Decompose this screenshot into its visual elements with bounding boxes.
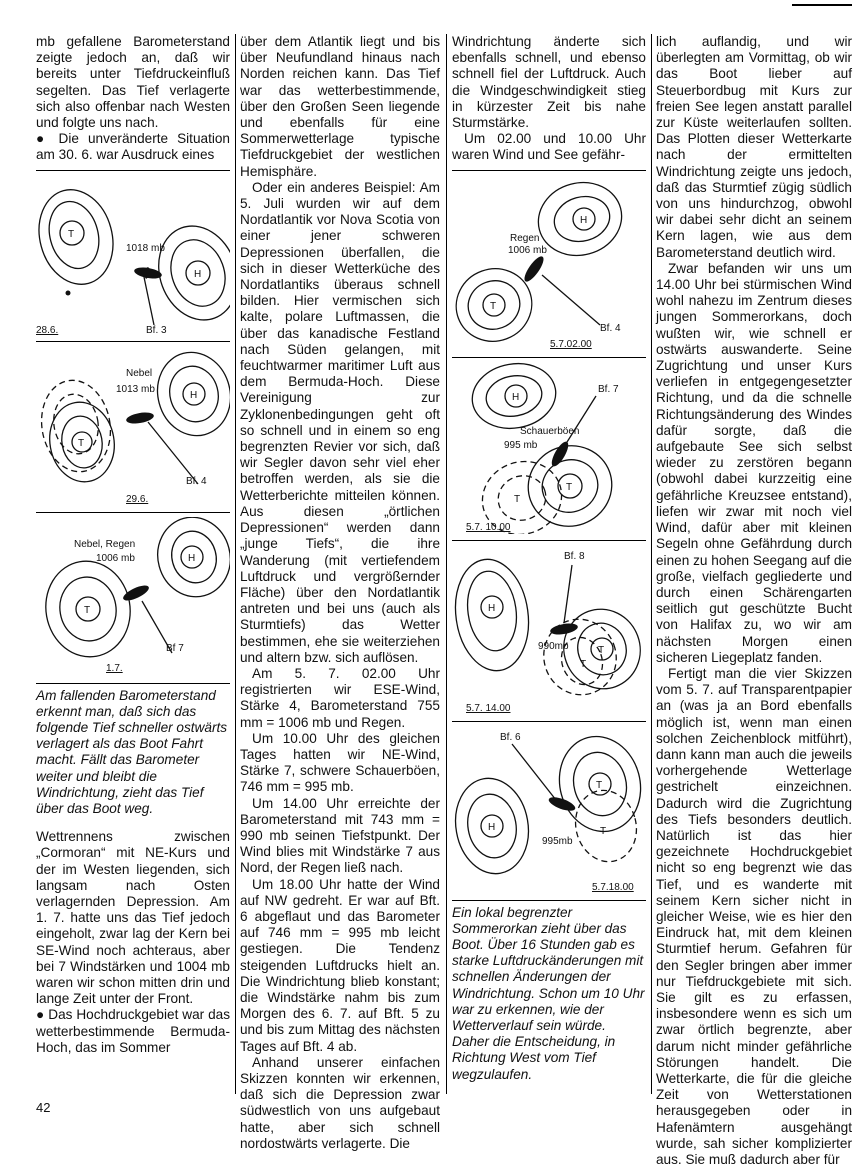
high-label: H <box>580 214 588 226</box>
paragraph: Windrichtung änderte sich ebenfalls schnell, und ebenso schnell fiel der Luftdruck. Auch die Windgeschwindigkeit stieg in kürzester Zeit bis nahe Sturmstärke. <box>452 34 646 131</box>
weather-sketch-28-6 <box>36 175 230 335</box>
weather-sketch-29-6 <box>36 346 230 506</box>
divider <box>36 341 230 342</box>
pressure-label: 1013 mb <box>116 383 155 395</box>
wind-label: Bf. 6 <box>500 731 521 743</box>
wind-label: Bf 7 <box>166 642 184 654</box>
figure-caption: Ein lokal begrenzter Sommerorkan zieht über das Boot. Über 16 Stunden gab es starke Luftdruckänderungen mit schnellen Änderungen der Windrichtung. Schon um 10 Uhr war zu erkennen, wie der Wetterverlauf sein würde. Daher die Entscheidung, in Richtung West vom Tief wegzulaufen. <box>452 904 645 1082</box>
high-label: H <box>194 268 202 280</box>
pressure-label: 1006 mb <box>96 552 135 564</box>
paragraph: Um 14.00 Uhr erreichte der Barometerstand mit 743 mm = 990 mb seinen Tiefstpunkt. Der Wind blies mit Windstärke 7 aus Nord, der Regen ließ nach. <box>240 795 440 876</box>
paragraph: Fertigt man die vier Skizzen vom 5. 7. auf Transparentpapier an (was ja an Bord ebenfalls möglich ist, wenn man einen solchen Zeichenblock mitführt), dann kann man auch die jeweils vorhergehende Wetterlage gestrichelt einzeichnen. Dadurch wird die Zugrichtung des Tiefs besonders deutlich. Natürlich ist das hier gezeichnete Hochdruckgebiet nicht so eng begrenzt wie das Tief, und es wanderte mit seinem Kern sicher nicht in gleicher Weise, wie es hier den Eindruck hat, mit dem kleinen Sturmtief herum. Gefahren für den Segler bringen aber immer nur Tiefdruckgebiete mit sich. Sie gilt es zu erfassen, insbesondere wenn es sich um zwar örtlich begrenzte, aber darum nicht minder gefährliche Störungen handelt. Die Wetterkarte, die für die gleiche Zeit von Wetterstationen herausgegeben oder in Hafenämtern ausgehängt wurde, sah sicher komplizierter aus. Sie muß dadurch aber für <box>656 665 852 1168</box>
high-label: H <box>488 602 496 614</box>
paragraph: Zwar befanden wir uns um 14.00 Uhr bei stürmischen Wind wohl nahezu im Zentrum dieses jungen Sommerorkans, doch wußten wir, wie schnell er ostwärts auswanderte. Seine Zugrichtung und unser Kurs verliefen in entgegengesetzter Richtung, und da die schnelle Richtungsänderung des Windes dafür sorgte, daß die aufgebaute See sich selbst wieder zu zerstören begann (obwohl dabei kurzzeitig eine gefährliche Kreuzsee entstand), liefen wir zwar mit noch viel Wind, dafür aber mit kleinen Segeln ohne Gefährdung durch einen zu hohen Seegang auf die große, vielfach gegliederte und durch einen Schärengarten seitlich gut geschützte Bucht von Halifax zu, wo wir am nächsten Morgen einen sicheren Liegeplatz fanden. <box>656 260 852 665</box>
weather-sketch-5-7-1400 <box>452 545 646 715</box>
wind-label: Bf. 8 <box>564 550 585 562</box>
column-2 <box>240 34 440 1152</box>
date-label: 29.6. <box>126 493 149 505</box>
paragraph: Oder ein anderes Beispiel: Am 5. Juli wurden wir auf dem Nordatlantik vor Nova Scotia von einer jener schweren Depressionen überfallen, die sich in dieser Wetterküche des Nordatlantiks überaus schnell bilden. Hier vermischen sich kalte, polare Luftmassen, die über das kanadische Festland nach Süden gelangen, mit feuchtwarmer maritimer Luft aus dem Bermuda-Hoch. Diese Vereinigung zur Zyklonenbedingungen geht oft so schnell und in einem so eng begrenzten Revier vor sich, daß wir Segler davon sehr viel eher betroffen werden, als sie die Wetterberichte mitteilen können. Aus diesen „örtlichen Depressionen“ werden dann „junge Tiefs“, die ihre Wanderung (mit vertiefendem Luftdruck und vergrößernder Fläche) über den Nordatlantik antreten und bei uns (auch als Sturmtiefs) das Wetter bestimmen, ehe sie weiterziehen und altern bzw. sich auflösen. <box>240 179 440 665</box>
divider <box>452 721 646 722</box>
paragraph: Um 18.00 Uhr hatte der Wind auf NW gedreht. Er war auf Bft. 6 abgeflaut und das Barometer auf 746 mm = 995 mb leicht gestiegen. Die Tendenz steigenden Luftdrucks hielt an. Die Windrichtung blieb konstant; die Windstärke nahm bis zum Morgen des 6. 7. auf Bft. 5 zu und bis zum Mittag des nächsten Tages auf Bft. 4 ab. <box>240 876 440 1054</box>
low-label: T <box>490 300 497 312</box>
low-label: T <box>68 228 75 240</box>
pressure-label: 995 mb <box>504 439 538 451</box>
divider <box>452 170 646 171</box>
divider <box>36 512 230 513</box>
column-rule-1 <box>235 34 236 1094</box>
date-label: 5.7. 10.00 <box>466 521 511 533</box>
paragraph: Wettrennens zwischen „Cormoran“ mit NE-Kurs und der im Westen liegenden, sich langsam nach Osten verlagernden Depression. Am 1. 7. hatte uns das Tief jedoch eingeholt, zwar lag der Kern bei SE-Wind noch achteraus, aber bei 7 Windstärken und 1004 mb waren wir schon mitten drin und lange Zeit unter der Front. <box>36 829 230 1007</box>
weather-label: Schauerböen <box>520 425 580 437</box>
paragraph: Um 10.00 Uhr des gleichen Tages hatten wir NE-Wind, Stärke 7, schwere Schauerböen, 746 mm = 995 mb. <box>240 730 440 795</box>
paragraph: ● Die unveränderte Situation am 30. 6. war Ausdruck eines <box>36 131 230 163</box>
weather-sketch-1-7 <box>36 517 230 677</box>
paragraph: Am 5. 7. 02.00 Uhr registrierten wir ESE-Wind, Stärke 4, Barometerstand 755 mm = 1006 mb und Regen. <box>240 665 440 730</box>
weather-sketch-5-7-1800 <box>452 726 646 894</box>
date-label: 5.7.18.00 <box>592 881 634 893</box>
pressure-label: 1006 mb <box>508 244 547 256</box>
date-label: 28.6. <box>36 324 59 335</box>
date-label: 5.7.02.00 <box>550 338 592 350</box>
high-label: H <box>488 821 496 833</box>
high-label: H <box>512 391 520 403</box>
low-label: T <box>598 644 605 656</box>
wind-label: Bf. 4 <box>186 475 207 487</box>
paragraph: mb gefallene Barometerstand zeigte jedoch an, daß wir bereits unter Tiefdruckeinfluß segelten. Das Tief verlagerte sich also offenbar nach Westen und folgte uns nach. <box>36 34 230 131</box>
pressure-label: 995mb <box>542 835 573 847</box>
column-rule-3 <box>651 34 652 1094</box>
divider <box>36 683 230 684</box>
paragraph: Anhand unserer einfachen Skizzen konnten wir erkennen, daß sich die Depression zwar südwestlich von uns aufgebaut hatte, aber sich schnell nordostwärts verlagerte. Die <box>240 1054 440 1151</box>
divider <box>452 900 646 901</box>
top-rule <box>792 4 852 6</box>
column-3 <box>452 34 646 1083</box>
weather-sketch-5-7-0200 <box>452 175 646 351</box>
weather-label: Nebel, Regen <box>74 538 136 550</box>
pressure-label: 1018 mb <box>126 242 165 254</box>
divider <box>452 540 646 541</box>
weather-label: Nebel <box>126 367 153 379</box>
column-4 <box>656 34 852 1168</box>
pressure-label: 990mb <box>538 640 569 652</box>
high-label: H <box>188 552 196 564</box>
low-label: T <box>514 493 521 505</box>
paragraph: Um 02.00 und 10.00 Uhr waren Wind und See gefähr- <box>452 131 646 163</box>
low-label: T <box>78 437 85 449</box>
weather-label: Regen <box>510 232 540 244</box>
low-label: T <box>596 779 603 791</box>
paragraph: über dem Atlantik liegt und bis über Neufundland hinaus nach Norden reichen kann. Das Tief war das wetterbestimmende, über den Großen Seen liegende und ebenfalls für eine Sommerwetterlage typische Tiefdruckgebiet der westlichen Hemisphäre. <box>240 34 440 179</box>
wind-label: Bf. 7 <box>598 383 619 395</box>
column-1 <box>36 34 230 1056</box>
high-label: H <box>190 389 198 401</box>
divider <box>452 357 646 358</box>
weather-sketch-5-7-1000 <box>452 362 646 534</box>
low-label: T <box>600 825 607 837</box>
paragraph: lich auflandig, und wir überlegten am Vormittag, ob wir das Boot lieber auf Steuerbordbug mit Kurs zur freien See legen anstatt parallel zur Küste weiterlaufen sollten. Das Plotten dieser Wetterkarte nach der ermittelten Windrichtung zeigte uns jedoch, daß das Sturmtief zügig südlich von uns hindurchzog, obwohl wir dabei sehr dicht an seinem Kern lagen, wie aus dem Barometerstand deutlich wird. <box>656 34 852 260</box>
wind-label: Bf. 3 <box>146 324 167 335</box>
divider <box>36 170 230 171</box>
wind-label: Bf. 4 <box>600 322 621 334</box>
figure-caption: Am fallenden Barometerstand erkennt man, daß sich das folgende Tief schneller ostwärts verlagert als das Boot Fahrt macht. Fällt das Barometer weiter und bleibt die Windrichtung, zieht das Tief über das Boot weg. <box>36 687 228 817</box>
date-label: 5.7. 14.00 <box>466 702 511 714</box>
low-label: T <box>580 658 587 670</box>
column-rule-2 <box>446 34 447 1094</box>
page-number: 42 <box>36 1100 51 1115</box>
low-label: T <box>566 481 573 493</box>
paragraph: ● Das Hochdruckgebiet war das wetterbestimmende Bermuda-Hoch, das im Sommer <box>36 1007 230 1055</box>
date-label: 1.7. <box>106 662 123 674</box>
low-label: T <box>84 604 91 616</box>
